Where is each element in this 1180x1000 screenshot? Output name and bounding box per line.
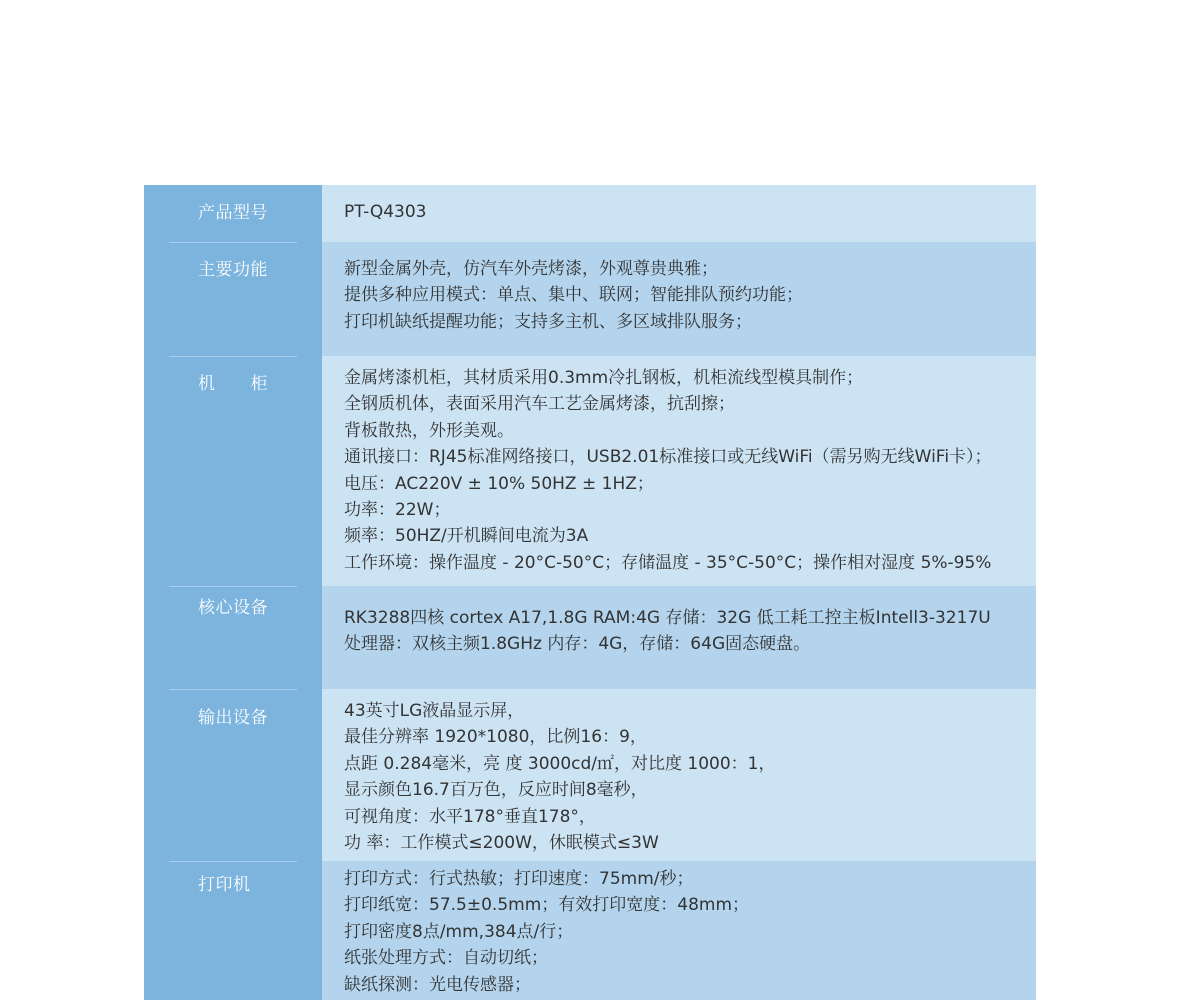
spec-label-cell [144, 689, 322, 861]
spec-value-cell [322, 861, 1036, 1000]
spec-label-cell [144, 586, 322, 689]
spec-label: 机 柜 [198, 374, 268, 394]
spec-label: 主要功能 [198, 260, 268, 280]
spec-label: 输出设备 [198, 708, 268, 728]
row-divider [169, 586, 297, 587]
spec-line: 工作环境：操作温度 - 20°C-50°C；存储温度 - 35°C-50°C；操作相对湿度 5%-95% [344, 552, 992, 573]
row-divider [169, 356, 297, 357]
spec-line: 可视角度：水平178°垂直178°， [344, 806, 596, 827]
spec-line: 功 率：工作模式≤200W，休眠模式≤3W [344, 833, 659, 854]
spec-label-cell [144, 242, 322, 356]
spec-row-cabinet [144, 356, 1036, 586]
spec-line: 43英寸LG液晶显示屏， [344, 701, 525, 721]
spec-line: RK3288四核 cortex A17,1.8G RAM:4G 存储：32G 低工耗工控主板Intell3-3217U [344, 608, 991, 628]
spec-value-cell [322, 242, 1036, 356]
spec-value-cell [322, 689, 1036, 861]
spec-row-core-device [144, 586, 1036, 689]
spec-line: 打印机缺纸提醒功能；支持多主机、多区域排队服务； [344, 311, 752, 332]
spec-line: 频率：50HZ/开机瞬间电流为3A [344, 526, 589, 547]
spec-line: 全钢质机体，表面采用汽车工艺金属烤漆，抗刮擦； [344, 394, 735, 415]
spec-line: 提供多种应用模式：单点、集中、联网；智能排队预约功能； [344, 285, 803, 306]
spec-line: 打印纸宽：57.5±0.5mm；有效打印宽度：48mm； [344, 895, 750, 916]
spec-line: 电压：AC220V ± 10% 50HZ ± 1HZ； [344, 473, 654, 494]
spec-line: 缺纸探测：光电传感器； [344, 974, 531, 995]
row-divider [169, 242, 297, 243]
spec-label: 产品型号 [198, 203, 268, 223]
spec-row-printer [144, 861, 1036, 1000]
spec-line: 金属烤漆机柜，其材质采用0.3mm冷扎钢板，机柜流线型模具制作； [344, 368, 864, 388]
spec-line: 处理器：双核主频1.8GHz 内存：4G，存储：64G固态硬盘。 [344, 634, 811, 655]
spec-label: 打印机 [198, 875, 251, 895]
spec-line: 功率：22W； [344, 500, 451, 521]
spec-line: 点距 0.284毫米，亮 度 3000cd/㎡，对比度 1000：1， [344, 753, 776, 774]
spec-line: 纸张处理方式：自动切纸； [344, 948, 548, 969]
row-divider [169, 861, 297, 862]
spec-table [144, 185, 1036, 1000]
spec-line: 新型金属外壳，仿汽车外壳烤漆，外观尊贵典雅； [344, 259, 718, 279]
spec-value-cell [322, 586, 1036, 689]
row-divider [169, 689, 297, 690]
spec-row-model [144, 185, 1036, 242]
spec-line: 显示颜色16.7百万色，反应时间8毫秒， [344, 780, 648, 801]
spec-line: 打印密度8点/mm,384点/行； [344, 921, 574, 942]
spec-label-cell [144, 861, 322, 1000]
spec-line: PT-Q4303 [344, 202, 427, 222]
spec-value-cell [322, 185, 1036, 242]
spec-label: 核心设备 [198, 598, 268, 618]
spec-row-main-functions [144, 242, 1036, 356]
spec-label-cell [144, 185, 322, 242]
spec-label-cell [144, 356, 322, 586]
spec-line: 通讯接口：RJ45标准网络接口，USB2.01标准接口或无线WiFi（需另购无线WiFi卡）； [344, 447, 992, 468]
spec-value-cell [322, 356, 1036, 586]
spec-line: 打印方式：行式热敏；打印速度：75mm/秒； [344, 869, 694, 889]
spec-line: 背板散热，外形美观。 [344, 420, 514, 441]
spec-line: 最佳分辨率 1920*1080，比例16：9， [344, 727, 647, 748]
spec-row-output-device [144, 689, 1036, 861]
